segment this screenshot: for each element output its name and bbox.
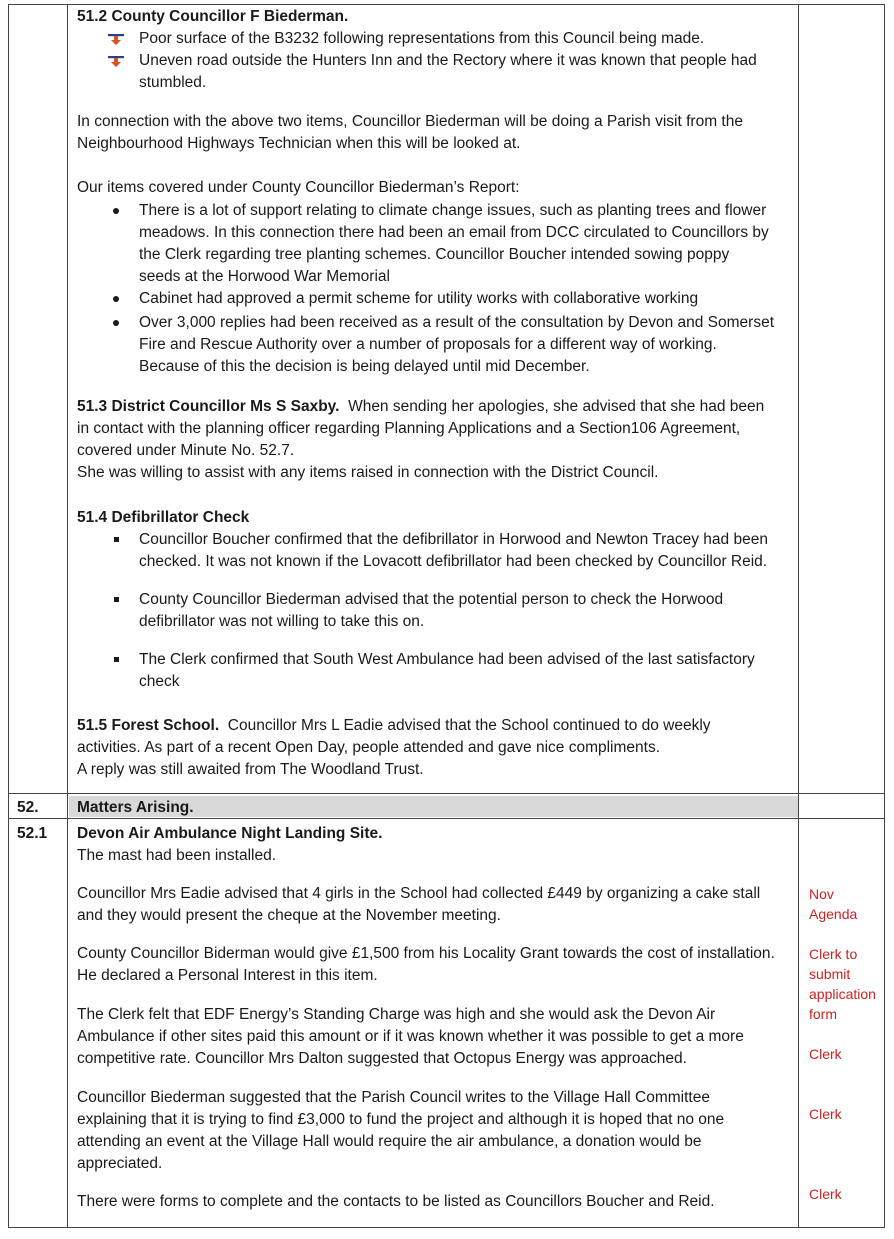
heading-51-5: 51.5 Forest School. (77, 717, 220, 734)
row-border-52-bottom (8, 818, 885, 819)
table-border-left (8, 4, 9, 1228)
defib-item-2-line-2: defibrillator was not willing to take this on. (139, 613, 425, 630)
row-border-52-top (8, 793, 885, 794)
paragraph-line: appreciated. (77, 1155, 163, 1172)
paragraph-line: Councillor Biederman suggested that the Parish Council writes to the Village Hall Committee (77, 1089, 710, 1106)
arrow-item-2-line-1: Uneven road outside the Hunters Inn and the Rectory where it was known that people had (139, 52, 757, 69)
square-bullet-icon (114, 597, 119, 602)
paragraph-line: Councillor Mrs Eadie advised that 4 girls in the School had collected £449 by organizing a cake stall (77, 885, 761, 902)
defib-item-3-line-1: The Clerk confirmed that South West Ambulance had been advised of the last satisfactory (139, 651, 755, 668)
square-bullet-icon (114, 537, 119, 542)
paragraph-line: Neighbourhood Highways Technician when this will be looked at. (77, 135, 521, 152)
paragraph-line: She was willing to assist with any items raised in connection with the District Council. (77, 464, 659, 481)
heading-51-4: 51.4 Defibrillator Check (77, 509, 250, 526)
bullet-1-line-2: meadows. In this connection there had been an email from DCC circulated to Councillors by (139, 224, 769, 241)
paragraph-line: and they would present the cheque at the November meeting. (77, 907, 501, 924)
action-clerk: Clerk (809, 1186, 842, 1202)
bullet-icon (113, 320, 119, 326)
bullet-3-line-2: Fire and Rescue Authority over a number of proposals for a different way of working. (139, 336, 717, 353)
paragraph-line: in contact with the planning officer regarding Planning Applications and a Section106 Agreement, (77, 420, 741, 437)
bullet-3-line-1: Over 3,000 replies had been received as a result of the consultation by Devon and Somerset (139, 314, 775, 331)
action-application: application (809, 986, 876, 1002)
action-nov: Nov (809, 886, 834, 902)
section-51-5-line-1 (77, 715, 711, 736)
heading-51-2: 51.2 County Councillor F Biederman. (77, 8, 349, 25)
paragraph-line: covered under Minute No. 52.7. (77, 442, 295, 459)
section-51-3-text: When sending her apologies, she advised that she had been (348, 398, 765, 415)
bullet-2-line-1: Cabinet had approved a permit scheme for utility works with collaborative working (139, 290, 699, 307)
bullet-1-line-4: seeds at the Horwood War Memorial (139, 268, 390, 285)
defib-item-1-line-2: checked. It was not known if the Lovacott defibrillator had been checked by Councillor Reid. (139, 553, 768, 570)
defib-item-3-line-2: check (139, 673, 180, 690)
bullet-3-line-3: Because of this the decision is being delayed until mid December. (139, 358, 590, 375)
paragraph-line: explaining that it is trying to find £3,000 to fund the project and although it is hoped that no one (77, 1111, 725, 1128)
paragraph-line: competitive rate. Councillor Mrs Dalton suggested that Octopus Energy was approached. (77, 1050, 687, 1067)
paragraph-line: Ambulance if other sites paid this amount or if it was known whether it was possible to get a more (77, 1028, 744, 1045)
paragraph-line: He declared a Personal Interest in this item. (77, 967, 378, 984)
defib-item-2-line-1: County Councillor Biederman advised that the potential person to check the Horwood (139, 591, 724, 608)
action-submit: submit (809, 966, 851, 982)
section-51-5-text: Councillor Mrs L Eadie advised that the School continued to do weekly (227, 717, 711, 734)
heading-52-1: Devon Air Ambulance Night Landing Site. (77, 825, 383, 842)
paragraph-line: In connection with the above two items, Councillor Biederman will be doing a Parish visit from the (77, 113, 743, 130)
arrow-down-icon (108, 30, 124, 46)
heading-matters-arising: Matters Arising. (77, 799, 194, 816)
action-clerk: Clerk (809, 1046, 842, 1062)
defib-item-1-line-1: Councillor Boucher confirmed that the defibrillator in Horwood and Newton Tracey had been (139, 531, 768, 548)
bullet-1-line-3: the Clerk regarding tree planting schemes. Councillor Boucher intended sowing poppy (139, 246, 730, 263)
bullet-icon (113, 208, 119, 214)
paragraph-line: There were forms to complete and the contacts to be listed as Councillors Boucher and Reid. (77, 1193, 715, 1210)
action-agenda: Agenda (809, 906, 858, 922)
bullet-icon (113, 296, 119, 302)
paragraph-line: A reply was still awaited from The Woodland Trust. (77, 761, 424, 778)
paragraph-line: activities. As part of a recent Open Day, people attended and gave nice compliments. (77, 739, 661, 756)
item-number-52-1: 52.1 (17, 825, 48, 842)
column-divider-1 (67, 4, 68, 1228)
paragraph-line: attending an event at the Village Hall would require the air ambulance, a donation would be (77, 1133, 702, 1150)
heading-51-3: 51.3 District Councillor Ms S Saxby. (77, 398, 340, 415)
action-clerk-to: Clerk to (809, 946, 858, 962)
section-51-3-line-1 (77, 396, 764, 417)
paragraph-line: Our items covered under County Councillor Biederman’s Report: (77, 179, 520, 196)
arrow-item-1: Poor surface of the B3232 following representations from this Council being made. (139, 30, 705, 47)
column-divider-2 (798, 4, 799, 1228)
arrow-down-icon (108, 52, 124, 68)
row-border-bottom (8, 1227, 885, 1228)
table-border-right (884, 4, 885, 1228)
paragraph-line: County Councillor Biderman would give £1,500 from his Locality Grant towards the cost of installation. (77, 945, 775, 962)
bullet-1-line-1: There is a lot of support relating to climate change issues, such as planting trees and flower (139, 202, 767, 219)
action-form: form (809, 1006, 837, 1022)
row-border-top (8, 4, 885, 5)
paragraph-line: The mast had been installed. (77, 847, 277, 864)
square-bullet-icon (114, 657, 119, 662)
paragraph-line: The Clerk felt that EDF Energy’s Standing Charge was high and she would ask the Devon Air (77, 1006, 716, 1023)
action-clerk: Clerk (809, 1106, 842, 1122)
arrow-item-2-line-2: stumbled. (139, 74, 207, 91)
item-number-52: 52. (17, 799, 39, 816)
